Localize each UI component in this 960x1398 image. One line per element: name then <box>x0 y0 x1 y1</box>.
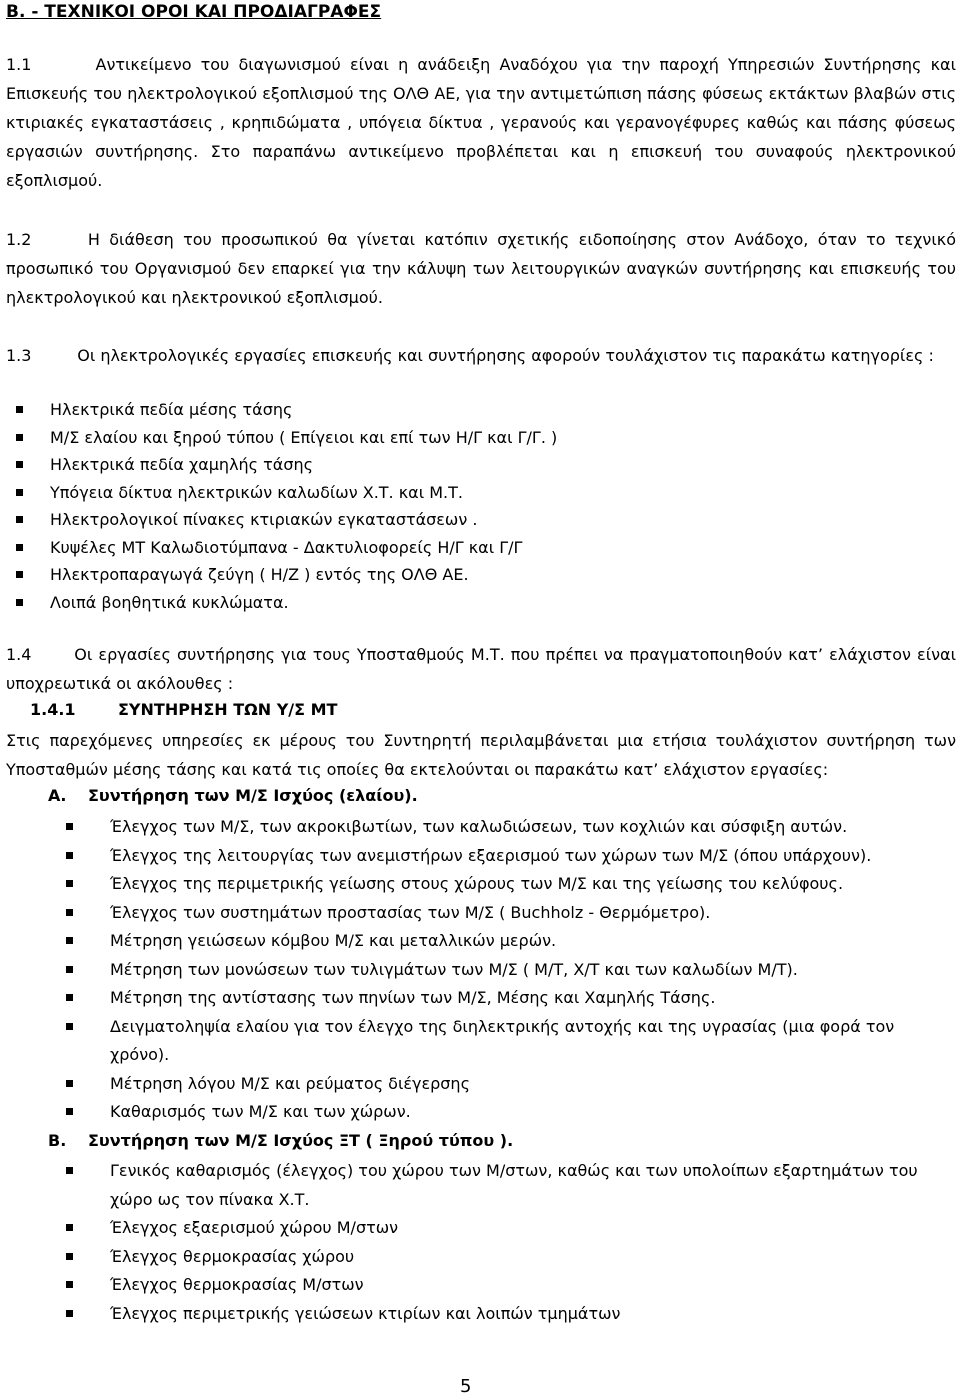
list-item: Λοιπά βοηθητικά κυκλώματα. <box>6 589 557 617</box>
page-number: 5 <box>460 1376 472 1397</box>
square-bullet-icon <box>66 937 73 944</box>
list-item: Δειγματοληψία ελαίου για τον έλεγχο της διηλεκτρικής αντοχής και της υγρασίας (μια φορά τον χρόνο). <box>66 1013 956 1070</box>
paragraph-1-4-1: Στις παρεχόμενες υπηρεσίες εκ μέρους του Συντηρητή περιλαμβάνεται μια ετήσια τουλάχιστον συντήρηση των Υποσταθμών μέσης τάσης και κατά τις οποίες θα εκτελούνται οι παρακάτω κατ’ ελάχιστον εργασίες: <box>6 731 956 779</box>
list-item: Καθαρισμός των Μ/Σ και των χώρων. <box>66 1098 956 1127</box>
square-bullet-icon <box>16 599 23 606</box>
square-bullet-icon <box>66 1108 73 1115</box>
square-bullet-icon <box>16 489 23 496</box>
list-item: Ηλεκτρικά πεδία μέσης τάσης <box>6 396 557 424</box>
section-heading-b: Β. Συντήρηση των Μ/Σ Ισχύος ΞΤ ( Ξηρού τύπου ). <box>48 1131 514 1150</box>
square-bullet-icon <box>66 852 73 859</box>
square-bullet-icon <box>16 461 23 468</box>
list-item: Ηλεκτροπαραγωγά ζεύγη ( Η/Ζ ) εντός της ΟΛΘ ΑΕ. <box>6 561 557 589</box>
square-bullet-icon <box>16 571 23 578</box>
oil-transformer-tasks-list <box>66 813 956 1127</box>
dry-transformer-tasks-list <box>66 1157 956 1328</box>
list-item: Μέτρηση της αντίστασης των πηνίων των Μ/Σ, Μέσης και Χαμηλής Τάσης. <box>66 984 956 1013</box>
list-item: Ηλεκτρολογικοί πίνακες κτιριακών εγκαταστάσεων . <box>6 506 557 534</box>
paragraph-1-4: 1.4 Οι εργασίες συντήρησης για τους Υποσταθμούς Μ.Τ. που πρέπει να πραγματοποιηθούν κατ’ ελάχιστον είναι υποχρεωτικά οι ακόλουθες : <box>6 645 956 693</box>
paragraph-1-2: 1.2 Η διάθεση του προσωπικού θα γίνεται κατόπιν σχετικής ειδοποίησης στον Ανάδοχο, όταν το τεχνικό προσωπικό του Οργανισμού δεν επαρκεί για την κάλυψη των λειτουργικών αναγκών συντήρησης και επισκευής του ηλεκτρολογικού και ηλεκτρονικού εξοπλισμού. <box>6 230 956 307</box>
square-bullet-icon <box>66 1023 73 1030</box>
categories-list <box>6 396 557 616</box>
list-item: Έλεγχος εξαερισμού χώρου Μ/στων <box>66 1214 956 1243</box>
list-item: Μέτρηση λόγου Μ/Σ και ρεύματος διέγερσης <box>66 1070 956 1099</box>
square-bullet-icon <box>66 1253 73 1260</box>
square-bullet-icon <box>66 909 73 916</box>
square-bullet-icon <box>16 516 23 523</box>
list-item: Έλεγχος θερμοκρασίας χώρου <box>66 1243 956 1272</box>
list-item: Έλεγχος περιμετρικής γειώσεων κτιρίων και λοιπών τμημάτων <box>66 1300 956 1329</box>
square-bullet-icon <box>66 823 73 830</box>
square-bullet-icon <box>16 434 23 441</box>
square-bullet-icon <box>66 880 73 887</box>
list-item: Έλεγχος των συστημάτων προστασίας των Μ/Σ ( Buchholz - Θερμόμετρο). <box>66 899 956 928</box>
square-bullet-icon <box>66 1281 73 1288</box>
paragraph-1-1: 1.1 Αντικείμενο του διαγωνισμού είναι η ανάδειξη Αναδόχου για την παροχή Υπηρεσιών Συντήρησης και Επισκευής του ηλεκτρολογικού εξοπλισμού της ΟΛΘ ΑΕ, για την αντιμετώπιση πάσης φύσεως εκτάκτων βλαβών στις κτιριακές εγκαταστάσεις , κρηπιδώματα , υπόγεια δίκτυα , γερανούς και γερανογέφυρες καθώς και πάσης φύσεως εργασιών συντήρησης. Στο παραπάνω αντικείμενο προβλέπεται και η επισκευή του συναφούς ηλεκτρονικού εξοπλισμού. <box>6 55 956 190</box>
section-heading-1-4-1: 1.4.1 ΣΥΝΤΗΡΗΣΗ ΤΩΝ Υ/Σ ΜΤ <box>30 700 338 719</box>
list-item: Έλεγχος της περιμετρικής γείωσης στους χώρους των Μ/Σ και της γείωσης του κελύφους. <box>66 870 956 899</box>
list-item: Μέτρηση των μονώσεων των τυλιγμάτων των Μ/Σ ( Μ/Τ, Χ/Τ και των καλωδίων Μ/Τ). <box>66 956 956 985</box>
square-bullet-icon <box>66 1167 73 1174</box>
square-bullet-icon <box>66 1224 73 1231</box>
list-item: Κυψέλες ΜΤ Καλωδιοτύμπανα - Δακτυλιοφορείς Η/Γ και Γ/Γ <box>6 534 557 562</box>
square-bullet-icon <box>66 1080 73 1087</box>
square-bullet-icon <box>66 1310 73 1317</box>
list-item: Έλεγχος των Μ/Σ, των ακροκιβωτίων, των καλωδιώσεων, των κοχλιών και σύσφιξη αυτών. <box>66 813 956 842</box>
list-item: Μ/Σ ελαίου και ξηρού τύπου ( Επίγειοι και επί των Η/Γ και Γ/Γ. ) <box>6 424 557 452</box>
list-item: Γενικός καθαρισμός (έλεγχος) του χώρου των Μ/στων, καθώς και των υπολοίπων εξαρτημάτων του χώρο ως τον πίνακα Χ.Τ. <box>66 1157 956 1214</box>
list-item: Ηλεκτρικά πεδία χαμηλής τάσης <box>6 451 557 479</box>
paragraph-1-3: 1.3 Οι ηλεκτρολογικές εργασίες επισκευής και συντήρησης αφορούν τουλάχιστον τις παρακάτω κατηγορίες : <box>6 346 934 365</box>
page-title: Β. - ΤΕΧΝΙΚΟΙ ΟΡΟΙ ΚΑΙ ΠΡΟΔΙΑΓΡΑΦΕΣ <box>6 2 382 22</box>
list-item: Έλεγχος θερμοκρασίας Μ/στων <box>66 1271 956 1300</box>
list-item: Μέτρηση γειώσεων κόμβου Μ/Σ και μεταλλικών μερών. <box>66 927 956 956</box>
square-bullet-icon <box>16 406 23 413</box>
square-bullet-icon <box>16 544 23 551</box>
section-heading-a: Α. Συντήρηση των Μ/Σ Ισχύος (ελαίου). <box>48 786 418 805</box>
list-item: Έλεγχος της λειτουργίας των ανεμιστήρων εξαερισμού των χώρων των Μ/Σ (όπου υπάρχουν). <box>66 842 956 871</box>
list-item: Υπόγεια δίκτυα ηλεκτρικών καλωδίων Χ.Τ. και Μ.Τ. <box>6 479 557 507</box>
square-bullet-icon <box>66 966 73 973</box>
square-bullet-icon <box>66 994 73 1001</box>
